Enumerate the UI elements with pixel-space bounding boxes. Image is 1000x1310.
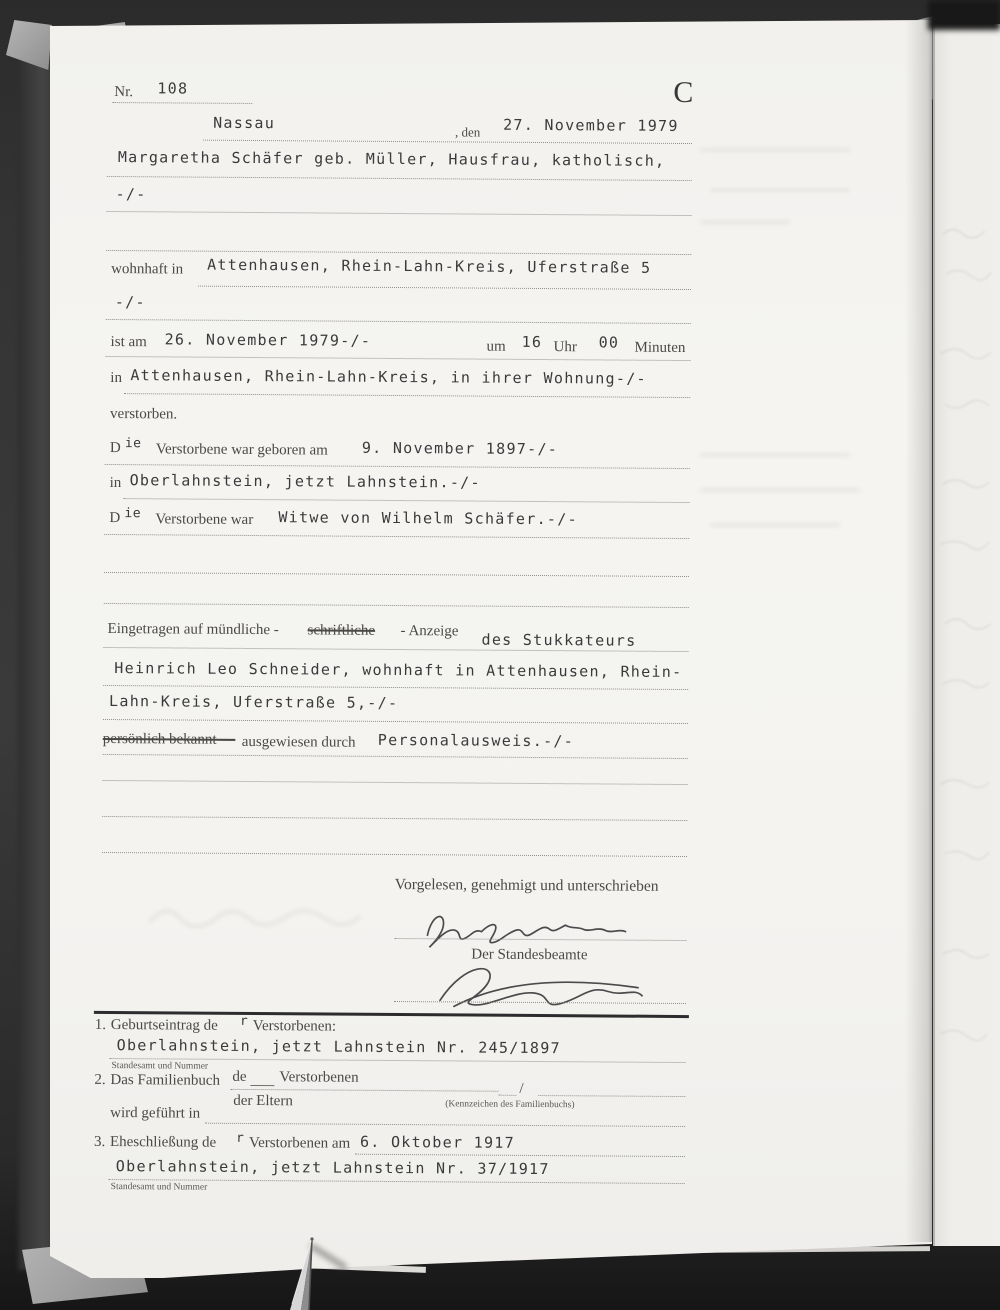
deceased-name-line: Margaretha Schäfer geb. Müller, Hausfrau, katholisch, — [117, 148, 666, 170]
pen — [282, 1232, 348, 1310]
item2-note: (Kennzeichen des Familienbuchs) — [445, 1099, 575, 1111]
registered-intro-b: - Anzeige — [400, 623, 459, 640]
item2-label: Das Familienbuch — [110, 1072, 221, 1089]
item3-typed-r: r — [235, 1130, 245, 1146]
item2-kept-label: wird geführt in — [110, 1105, 201, 1122]
issue-date: 27. November 1979 — [503, 115, 679, 135]
item3-label-b: Verstorbenen am — [248, 1134, 351, 1152]
id-value: Personalausweis.-/- — [377, 730, 575, 751]
registrar-label: Der Standesbeamte — [471, 946, 588, 964]
informant-line2: Lahn-Kreis, Uferstraße 5,-/- — [109, 692, 399, 713]
marital-status: Witwe von Wilhelm Schäfer.-/- — [278, 508, 579, 529]
item3-number: 3. — [93, 1133, 106, 1150]
registered-intro-a: Eingetragen auf mündliche - — [107, 620, 279, 639]
death-date: 26. November 1979-/- — [164, 330, 372, 350]
informant-title: des Stukkateurs — [481, 630, 637, 650]
id-known-struck: persönlich bekannt — — [102, 730, 236, 748]
death-hour: 16 — [521, 332, 543, 352]
read-approved-statement: Vorgelesen, genehmigt und unterschrieben — [394, 876, 659, 895]
registered-intro-struck: schriftliche — [307, 622, 376, 639]
uhr-label: Uhr — [553, 339, 577, 356]
item3-value: Oberlahnstein, jetzt Lahnstein Nr. 37/1917 — [115, 1157, 550, 1179]
resident-cont: -/- — [114, 293, 146, 312]
registrar-signature — [426, 952, 651, 1014]
item2-option-deceased: Verstorbenen — [279, 1069, 359, 1086]
um-label: um — [486, 338, 506, 355]
item3-subcaption: Standesamt und Nummer — [110, 1182, 208, 1193]
birth-place: Oberlahnstein, jetzt Lahnstein.-/- — [129, 471, 481, 492]
born-prefix-printed: D — [109, 440, 121, 457]
resident-value: Attenhausen, Rhein-Lahn-Kreis, Uferstraße 5 — [207, 255, 652, 277]
corner-letter: C — [673, 75, 694, 110]
born-prefix-typed: ie — [124, 436, 142, 452]
deceased-name-cont: -/- — [115, 185, 147, 204]
entry-number-value: 108 — [157, 79, 189, 98]
informant-line1: Heinrich Leo Schneider, wohnhaft in Attenhausen, Rhein- — [114, 659, 683, 682]
birth-date: 9. November 1897-/- — [361, 438, 559, 459]
born-in-label: in — [109, 475, 122, 492]
item2-slash: / — [519, 1080, 524, 1097]
item1-subcaption: Standesamt und Nummer — [111, 1061, 209, 1072]
item1-typed-r: r — [239, 1013, 249, 1029]
verstorben-label: verstorben. — [110, 406, 178, 423]
item2-option-parents: der Eltern — [233, 1092, 293, 1110]
marital-prefix-printed: D — [109, 510, 121, 527]
resident-label: wohnhaft in — [111, 261, 184, 278]
minuten-label: Minuten — [634, 339, 686, 357]
item1-value: Oberlahnstein, jetzt Lahnstein Nr. 245/1897 — [116, 1036, 561, 1058]
born-label: Verstorbene war geboren am — [155, 441, 328, 459]
died-in-label: in — [110, 370, 123, 387]
item1-label-a: Geburtseintrag de — [110, 1017, 218, 1034]
entry-number-label: Nr. — [114, 84, 134, 101]
marital-prefix-typed: ie — [124, 506, 142, 522]
item3-label-a: Eheschließung de — [109, 1134, 217, 1151]
death-place: Attenhausen, Rhein-Lahn-Kreis, in ihrer Wohnung-/- — [130, 366, 647, 388]
item2-de: de — [232, 1068, 247, 1085]
issue-place: Nassau — [213, 113, 276, 133]
death-minutes: 00 — [598, 333, 620, 352]
den-label: , den — [455, 124, 481, 140]
id-label: ausgewiesen durch — [241, 733, 356, 751]
item1-number: 1. — [94, 1016, 107, 1033]
item2-number: 2. — [94, 1071, 106, 1088]
died-on-label: ist am — [110, 334, 147, 351]
marital-label: Verstorbene war — [155, 511, 254, 529]
item3-marriage-date: 6. Oktober 1917 — [359, 1132, 516, 1152]
item1-label-b: Verstorbenen: — [252, 1018, 337, 1035]
